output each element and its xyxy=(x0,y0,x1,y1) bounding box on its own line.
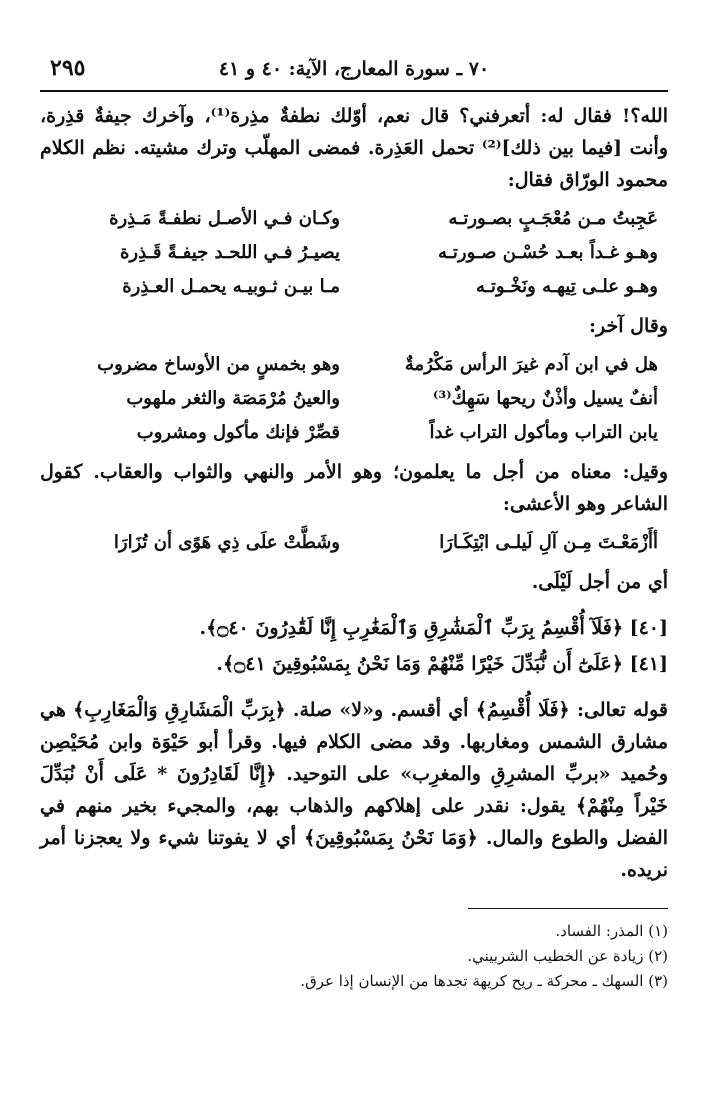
verse-line xyxy=(40,202,658,236)
verse-left: يصيـرُ فـي اللحـد جيفـةً قَـذِرة xyxy=(119,242,340,263)
footnote-3: (٣) السهك ـ محركة ـ ريح كريهة تجدها من الإنسان إذا عرق. xyxy=(300,972,668,990)
verse-right: هل في ابن آدم غيرَ الرأس مَكْرُمةٌ xyxy=(404,354,658,375)
paragraph-top: الله؟! فقال له: أتعرفني؟ قال نعم، أوّلك نطفةٌ مذِرة⁽¹⁾، وآخرك جيفةٌ قذِرة، وأنت [فيما بين ذلك]⁽²⁾ تحمل العَذِرة. فمضى المهلّب وترك مشيته. نظم الكلام محمود الورّاق فقال: xyxy=(40,105,669,191)
verses-1 xyxy=(40,202,658,304)
verse-right: وهـو غـداً بعـد حُسْـن صـورتـه xyxy=(437,242,658,263)
verse-left: وشَطَّتْ علَى ذِي هَوًى أن تُزَارَا xyxy=(113,532,340,553)
said-other: وقال آخر: xyxy=(589,315,668,337)
running-header xyxy=(40,50,668,92)
verse-left: وكـان فـي الأصـل نطفـةً مَـذِرة xyxy=(109,208,340,229)
verse-right: أأَزْمَعْـتَ مِـن آلِ لَيلـى ابْتِكَـارَا xyxy=(439,532,658,553)
verse-right: يابن التراب ومأكول التراب غداً xyxy=(429,422,658,443)
verse-left: وهو بخمسٍ من الأوساخ مضروب xyxy=(97,354,340,375)
verses-3 xyxy=(40,526,658,560)
verse-line xyxy=(40,382,658,416)
verse-right: عَجِبتُ مـن مُعْجَـبٍ بصـورتـه xyxy=(448,208,658,229)
verse-line xyxy=(40,270,658,304)
page-number: ٢٩٥ xyxy=(50,55,86,81)
verse-left: مـا بيـن ثـوبيـه يحمـل العـذِرة xyxy=(122,276,340,297)
page xyxy=(40,50,668,994)
verses-2 xyxy=(40,348,658,450)
verse-right: أنفٌ يسيل وأذْنٌ ريحها سَهِكٌ⁽³⁾ xyxy=(432,388,658,409)
verse-line xyxy=(40,416,658,450)
footnote-2: (٢) زيادة عن الخطيب الشربيني. xyxy=(467,947,668,965)
ayah-41: [٤١] ﴿عَلَىٰٓ أَن نُّبَدِّلَ خَيْرًا مِّنْهُمْ وَمَا نَحْنُ بِمَسْبُوقِينَ ۝٤١﴾. xyxy=(216,653,668,675)
verse-left: والعينُ مُرْمَصَة والثغر ملهوب xyxy=(126,388,340,409)
footnote-1: (١) المذر: الفساد. xyxy=(555,922,668,940)
paragraph-after: أي من أجل لَيْلَى. xyxy=(531,571,668,593)
paragraph-bottom: قوله تعالى: ﴿فَلَا أُقْسِمُ﴾ أي أقسم. و«لا» صلة. ﴿بِرَبِّ الْمَشَارِقِ وَالْمَغَارِبِ﴾ هي مشارق الشمس ومغاربها. وقد مضى الكلام فيها. وقرأ أبو حَيْوَة وابن مُحَيْصِن وحُميد «بربِّ المشرِقِ والمغرِب» على التوحيد. ﴿إِنَّا لَقَادِرُونَ * عَلَى أَنْ نُبَدِّلَ خَيْراً مِنْهُمْ﴾ يقول: نقدر على إهلاكهم والذهاب بهم، والمجيء بخير منهم في الفضل والطوع والمال. ﴿وَمَا نَحْنُ بِمَسْبُوقِينَ﴾ أي لا يفوتنا شيء ولا يعجزنا أمر نريده. xyxy=(40,699,668,881)
ayah-40: [٤٠] ﴿فَلَآ أُقْسِمُ بِرَبِّ ٱلْمَشَٰرِقِ وَٱلْمَغَٰرِبِ إِنَّا لَقَٰدِرُونَ ۝٤٠﴾. xyxy=(199,617,668,639)
verse-line xyxy=(40,526,658,560)
header-title: ٧٠ ـ سورة المعارج، الآية: ٤٠ و ٤١ xyxy=(218,58,490,80)
paragraph-mid: وقيل: معناه من أجل ما يعلمون؛ وهو الأمر والنهي والثواب والعقاب. كقول الشاعر وهو الأعشى: xyxy=(40,461,668,515)
verse-line xyxy=(40,236,658,270)
footnote-divider xyxy=(468,908,668,909)
verse-line xyxy=(40,348,658,382)
verse-left: قصِّرْ فإنك مأكول ومشروب xyxy=(136,422,340,443)
verse-right: وهـو علـى تِيهـه ونَخْـوتـه xyxy=(475,276,658,297)
